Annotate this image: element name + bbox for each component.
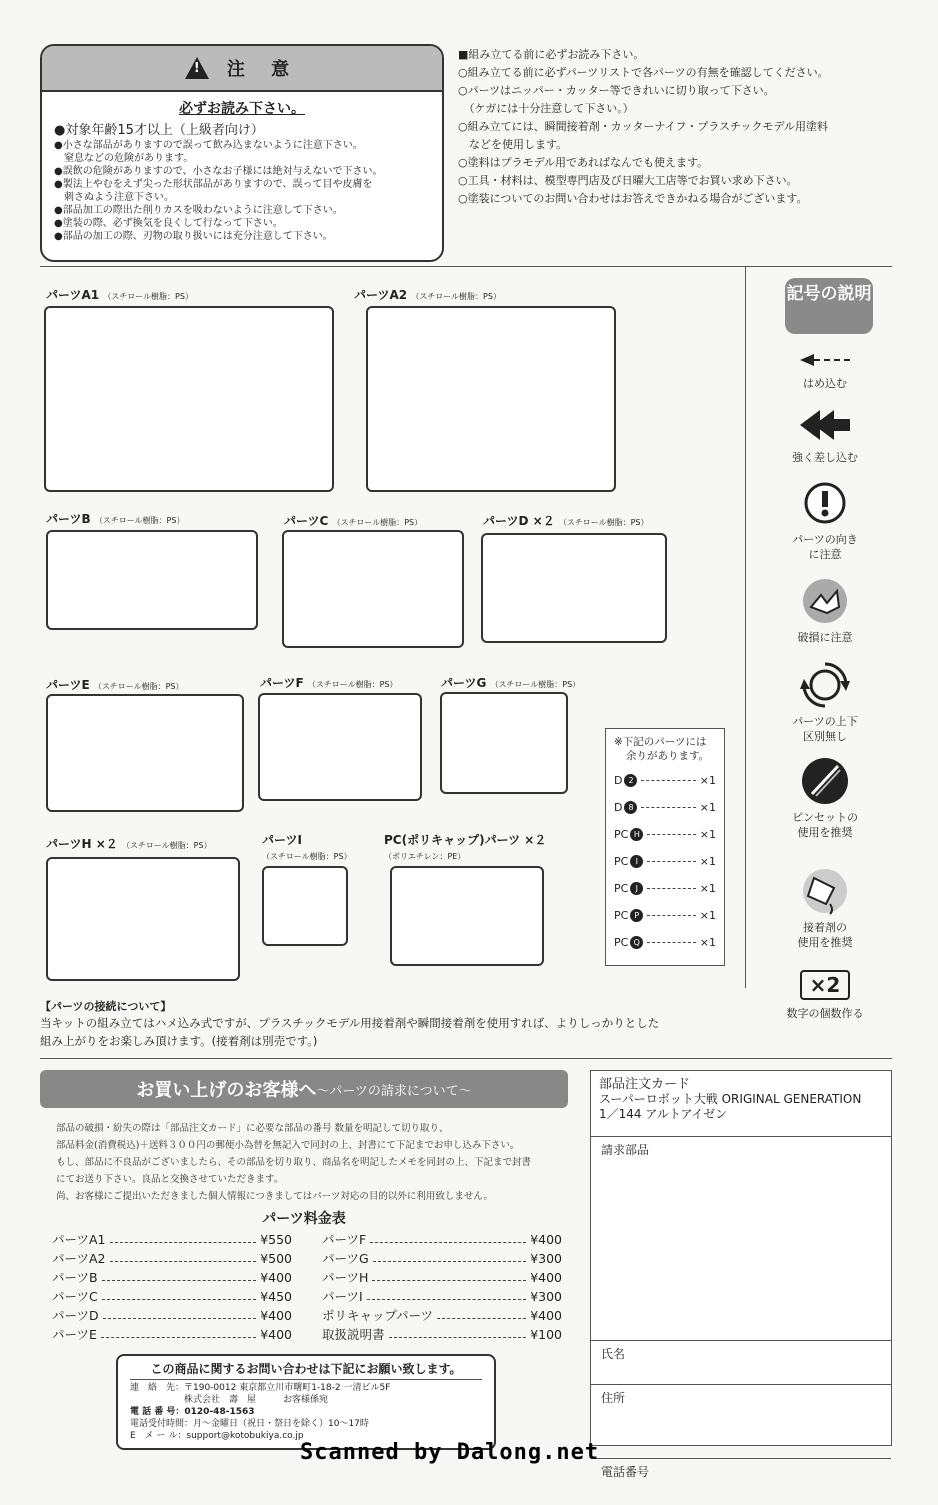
address-field[interactable]: 住所 — [591, 1385, 891, 1459]
price-value: ¥400 — [260, 1327, 292, 1342]
caution-item: 窒息などの危険があります。 — [54, 153, 194, 164]
dash-leader — [110, 1249, 257, 1262]
price-value: ¥450 — [260, 1289, 292, 1304]
price-part-name: ポリキャップパーツ — [322, 1308, 434, 1323]
note-line: ○組み立てには、瞬間接着剤・カッターナイフ・プラスチックモデル用塗料 — [458, 120, 828, 133]
extra-parts-box — [605, 728, 725, 966]
caution-item: ●誤飲の危険がありますので、小さなお子様には絶対与えないで下さい。 — [54, 166, 383, 177]
caution-item: ●塗装の際、必ず換気を良くして行なって下さい。 — [54, 218, 283, 229]
extra-row — [614, 821, 716, 848]
sprue-c — [282, 530, 464, 648]
caution-item: ●小さな部品がありますので誤って飲み込まないように注意下さい。 — [54, 140, 363, 151]
price-part-name: パーツB — [52, 1270, 98, 1285]
price-part-name: パーツD — [52, 1308, 99, 1323]
scanned-watermark: Scanned by Dalong.net — [300, 1440, 600, 1465]
extra-badge: I — [630, 855, 643, 868]
price-row — [322, 1230, 562, 1249]
price-value: ¥550 — [260, 1232, 292, 1247]
rotate-icon — [800, 660, 850, 710]
extra-row — [614, 902, 716, 929]
extra-row — [614, 767, 716, 794]
note-line: ○パーツはニッパー・カッター等できれいに切り取って下さい。 — [458, 84, 775, 97]
order-card — [590, 1070, 892, 1479]
parts-a1-title: パーツA1 （スチロール樹脂：PS） — [46, 288, 193, 302]
note-line: ■組み立てる前に必ずお読み下さい。 — [458, 48, 645, 61]
price-row — [322, 1268, 562, 1287]
legend-item: ピンセットの 使用を推奨 — [760, 756, 890, 840]
dash-leader — [370, 1230, 526, 1243]
sprue-i — [262, 866, 348, 946]
caution-item: ●製法上やむをえず尖った形状部品がありますので、誤って目や皮膚を — [54, 179, 373, 190]
sprue-g — [440, 692, 568, 794]
price-table — [52, 1230, 562, 1344]
arrow-thin-icon — [800, 348, 850, 372]
extra-row — [614, 875, 716, 902]
contact-box — [116, 1354, 496, 1450]
dash-leader — [647, 888, 695, 889]
price-row — [322, 1306, 562, 1325]
extra-badge: Q — [630, 936, 643, 949]
price-part-name: パーツF — [322, 1232, 367, 1247]
extra-row — [614, 848, 716, 875]
extra-count: ×1 — [699, 828, 716, 841]
glue-icon — [800, 866, 850, 916]
sprue-a2 — [366, 306, 616, 492]
caution-title: 注 意 — [226, 59, 300, 80]
note-line: ○塗料はプラモデル用であればなんでも使えます。 — [458, 156, 709, 169]
legend-item: 接着剤の 使用を推奨 — [760, 866, 890, 950]
warning-icon — [185, 57, 209, 79]
extra-badge: 8 — [624, 801, 637, 814]
dash-leader — [103, 1306, 257, 1319]
dash-leader — [372, 1268, 526, 1281]
price-value: ¥300 — [530, 1289, 562, 1304]
price-value: ¥400 — [530, 1232, 562, 1247]
price-row — [52, 1287, 292, 1306]
divider — [40, 266, 892, 267]
extra-prefix: PC — [614, 909, 629, 922]
caution-item: ●部品加工の際出た削りカスを吸わないように注意して下さい。 — [54, 205, 343, 216]
must-read-label: 必ずお読み下さい。 — [179, 101, 305, 117]
contact-row: 株式会社 壽 屋 お客様係宛 — [130, 1395, 329, 1405]
price-value: ¥300 — [530, 1251, 562, 1266]
parts-h-title: パーツH ×２ （スチロール樹脂：PS） — [46, 837, 212, 851]
extra-count: ×1 — [699, 855, 716, 868]
parts-e-title: パーツE （スチロール樹脂：PS） — [46, 678, 184, 692]
extra-prefix: PC — [614, 882, 629, 895]
price-row — [52, 1230, 292, 1249]
parts-i-title: パーツI （スチロール樹脂：PS） — [262, 833, 352, 861]
connection-body: 当キットの組み立てはハメ込み式ですが、プラスチックモデル用接着剤や瞬間接着剤を使用すれば、よりしっかりとした 組み上がりをお楽しみ頂けます。(接着剤は別売です。) — [40, 1016, 660, 1048]
price-row — [52, 1268, 292, 1287]
dash-leader — [647, 861, 695, 862]
dash-leader — [647, 834, 695, 835]
sprue-f — [258, 693, 422, 801]
order-card-header — [591, 1071, 891, 1137]
arrow-bold-icon — [800, 404, 850, 446]
price-value: ¥400 — [260, 1270, 292, 1285]
extra-prefix: PC — [614, 855, 629, 868]
note-line: ○塗装についてのお問い合わせはお答えできかねる場合がございます。 — [458, 192, 808, 205]
sprue-b — [46, 530, 258, 630]
extra-prefix: D — [614, 774, 623, 787]
note-line: ○組み立てる前に必ずパーツリストで各パーツの有無を確認してください。 — [458, 66, 829, 79]
extra-count: ×1 — [699, 882, 716, 895]
connection-note — [40, 998, 720, 1050]
price-part-name: 取扱説明書 — [322, 1327, 385, 1342]
price-row — [52, 1306, 292, 1325]
price-row — [322, 1287, 562, 1306]
sprue-pc — [390, 866, 544, 966]
caution-header — [42, 46, 442, 92]
dash-leader — [647, 942, 695, 943]
order-instructions: 部品の破損・紛失の際は「部品注文カード」に必要な部品の番号 数量を明記して切り取り、 部品料金(消費税込)＋送料３００円の郵便小為替を無記入で同封の上、封書にて下記までお申し込み下さい。 もし、部品に不良品がございましたら、その部品を切り取り、商品名を明記したメモを同封の上、下記まで封書 にてお送り下さい。良品と交換させていただきます。 尚、お客様にご提出いただきました個人情報につきましてはパーツ対応の目的以外に利用致しません。 — [56, 1123, 532, 1202]
divider — [745, 266, 746, 988]
order-card-product: スーパーロボット大戦 ORIGINAL GENERATION — [599, 1092, 862, 1106]
dash-leader — [110, 1230, 257, 1243]
caution-item: ●対象年齢15才以上（上級者向け） — [54, 123, 264, 138]
caution-list — [42, 122, 442, 243]
sprue-h — [46, 857, 240, 981]
extra-count: ×1 — [699, 774, 716, 787]
extra-count: ×1 — [699, 909, 716, 922]
price-value: ¥100 — [530, 1327, 562, 1342]
legend-item: パーツの向き に注意 — [760, 478, 890, 562]
requested-parts-field[interactable]: 請求部品 — [591, 1137, 891, 1341]
dash-leader — [437, 1306, 526, 1319]
price-row — [52, 1249, 292, 1268]
extra-count: ×1 — [699, 801, 716, 814]
note-line: などを使用します。 — [458, 138, 568, 151]
x2-icon: ×2 — [800, 968, 850, 1002]
dash-leader — [641, 807, 695, 808]
extra-badge: 2 — [624, 774, 637, 787]
price-part-name: パーツA2 — [52, 1251, 106, 1266]
sprue-d — [481, 533, 667, 643]
parts-b-title: パーツB （スチロール樹脂：PS） — [46, 512, 185, 526]
extra-row — [614, 929, 716, 956]
parts-c-title: パーツC （スチロール樹脂：PS） — [284, 514, 423, 528]
caution-box — [40, 44, 444, 262]
price-part-name: パーツI — [322, 1289, 363, 1304]
price-part-name: パーツH — [322, 1270, 369, 1285]
legend-title: 記号の説明 — [785, 278, 873, 334]
sprue-e — [46, 694, 244, 812]
price-value: ¥500 — [260, 1251, 292, 1266]
dash-leader — [641, 780, 695, 781]
tweezers-icon — [800, 756, 850, 806]
extra-row — [614, 794, 716, 821]
extra-prefix: PC — [614, 828, 629, 841]
extra-title: 余りがあります。 — [626, 750, 710, 762]
extra-badge: P — [630, 909, 643, 922]
dash-leader — [647, 915, 695, 916]
dash-leader — [102, 1287, 256, 1300]
extra-count: ×1 — [699, 936, 716, 949]
price-row — [52, 1325, 292, 1344]
order-banner: お買い上げのお客様へ 〜パーツの請求について〜 — [40, 1070, 568, 1108]
price-row — [322, 1249, 562, 1268]
parts-pc-title: PC(ポリキャップ)パーツ ×２ （ポリエチレン：PE） — [384, 833, 547, 861]
price-part-name: パーツE — [52, 1327, 97, 1342]
divider — [40, 1058, 892, 1059]
assembly-notes — [458, 46, 898, 208]
contact-header: この商品に関するお問い合わせは下記にお願い致します。 — [130, 1360, 482, 1380]
parts-g-title: パーツG （スチロール樹脂：PS） — [441, 676, 581, 690]
contact-row: E メ ー ル：support@kotobukiya.co.jp — [130, 1431, 304, 1441]
parts-f-title: パーツF （スチロール樹脂：PS） — [260, 676, 398, 690]
price-part-name: パーツG — [322, 1251, 369, 1266]
legend-item: ×2 数字の個数作る — [760, 968, 890, 1021]
price-value: ¥400 — [260, 1308, 292, 1323]
name-field[interactable]: 氏名 — [591, 1341, 891, 1385]
caution-item: 刺さぬよう注意下さい。 — [54, 192, 174, 203]
dash-leader — [101, 1325, 256, 1338]
order-card-title: 部品注文カード — [599, 1077, 691, 1092]
price-value: ¥400 — [530, 1308, 562, 1323]
price-part-name: パーツA1 — [52, 1232, 106, 1247]
dash-leader — [373, 1249, 527, 1262]
contact-row: 電話受付時間：月〜金曜日（祝日・祭日を除く）10〜17時 — [130, 1419, 369, 1429]
legend-item: 強く差し込む — [760, 404, 890, 465]
order-card-product: 1／144 アルトアイゼン — [599, 1107, 728, 1121]
exclamation-icon — [800, 478, 850, 528]
price-value: ¥400 — [530, 1270, 562, 1285]
legend-item: パーツの上下 区別無し — [760, 660, 890, 744]
dash-leader — [367, 1287, 527, 1300]
note-line: ○工具・材料は、模型専門店及び日曜大工店等でお買い求め下さい。 — [458, 174, 798, 187]
contact-row: 電 話 番 号：0120-48-1563 — [130, 1407, 255, 1417]
phone-field[interactable]: 電話番号 — [601, 1465, 650, 1479]
sprue-a1 — [44, 306, 334, 492]
note-line: （ケガには十分注意して下さい。） — [458, 102, 634, 115]
price-part-name: パーツC — [52, 1289, 98, 1304]
extra-prefix: PC — [614, 936, 629, 949]
dash-leader — [389, 1325, 527, 1338]
parts-a2-title: パーツA2 （スチロール樹脂：PS） — [354, 288, 501, 302]
broken-icon — [800, 576, 850, 626]
contact-row: 連 絡 先：〒190-0012 東京都立川市曙町1-18-2 一清ビル5F — [130, 1383, 391, 1393]
legend-item: はめ込む — [760, 348, 890, 391]
price-row — [322, 1325, 562, 1344]
extra-prefix: D — [614, 801, 623, 814]
legend-item: 破損に注意 — [760, 576, 890, 645]
extra-title: ※下記のパーツには — [614, 736, 707, 748]
dash-leader — [102, 1268, 257, 1281]
caution-item: ●部品の加工の際、刃物の取り扱いには充分注意して下さい。 — [54, 231, 333, 242]
connection-title: 【パーツの接続について】 — [40, 1000, 172, 1013]
price-table-title: パーツ料金表 — [262, 1211, 346, 1227]
extra-badge: J — [630, 882, 643, 895]
parts-d-title: パーツD ×２ （スチロール樹脂：PS） — [483, 514, 649, 528]
extra-badge: H — [630, 828, 643, 841]
